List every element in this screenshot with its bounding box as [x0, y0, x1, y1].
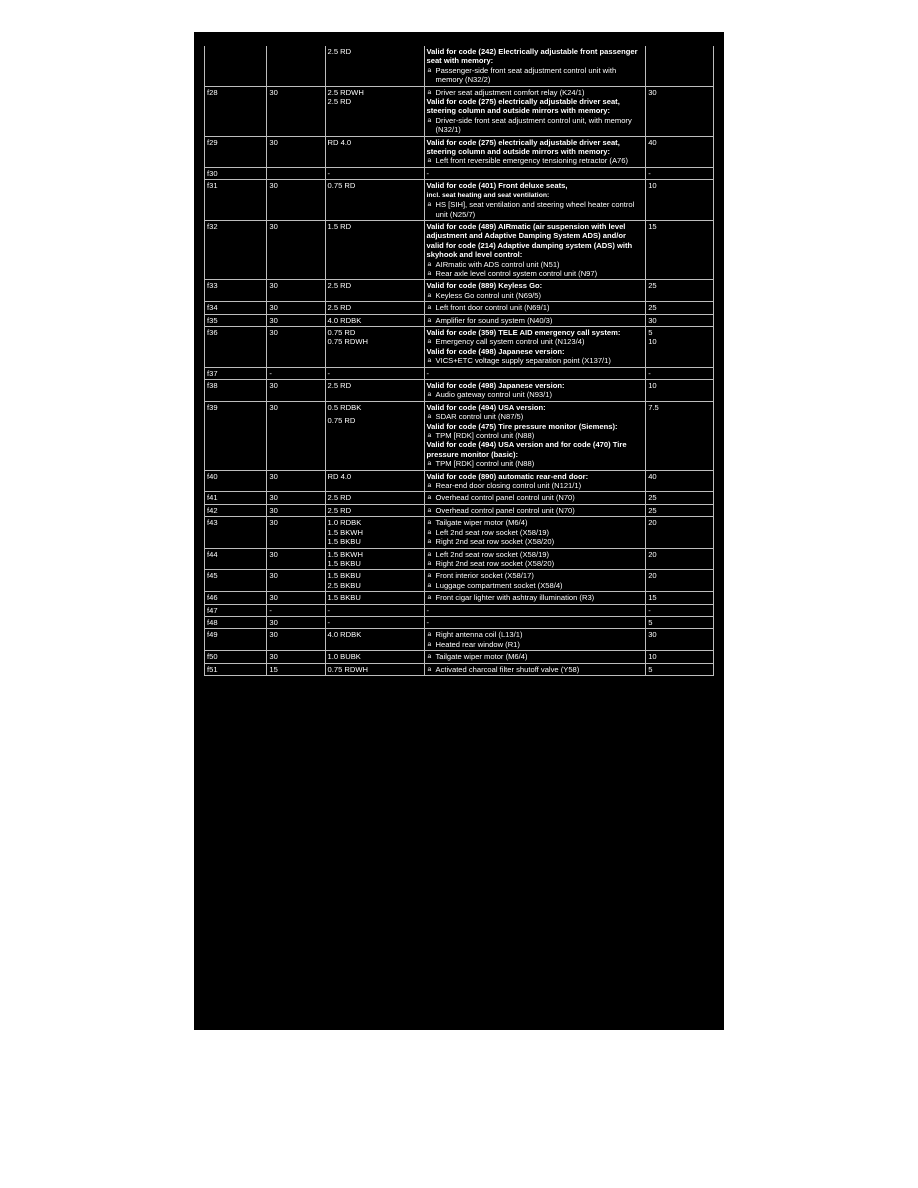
- table-row: [205, 651, 714, 663]
- consumer-item: a Left front reversible emergency tensioning retractor (A76): [427, 156, 644, 165]
- terminal: 30: [267, 504, 325, 516]
- consumer-item: a SDAR control unit (N87/5): [427, 412, 644, 421]
- amperage: 10: [648, 337, 657, 347]
- amperage-cell: [646, 46, 714, 86]
- wire-cell: [325, 46, 424, 86]
- consumer-text: -: [426, 368, 430, 378]
- wire-cell: [325, 492, 424, 504]
- consumer-cell: [424, 492, 646, 504]
- amperage: 25: [648, 493, 657, 503]
- code-condition: Valid for code (494) USA version:: [426, 402, 546, 412]
- wire-cell: [325, 570, 424, 592]
- table-row: [205, 180, 714, 221]
- consumer-cell: [424, 663, 646, 675]
- fuse-number: f48: [205, 616, 267, 628]
- wire-cell: [325, 401, 424, 470]
- code-condition: Valid for code (498) Japanese version:: [426, 346, 565, 356]
- consumer-item: a HS [SIH], seat ventilation and steering wheel heater control unit (N25/7): [427, 200, 644, 219]
- consumer-item: a Right 2nd seat row socket (X58/20): [427, 559, 644, 568]
- wire-cell: [325, 380, 424, 402]
- amperage: 10: [648, 181, 657, 191]
- amperage-cell: [646, 367, 714, 379]
- wire-spec: 2.5 RD: [327, 505, 352, 515]
- wire-spec: 2.5 RD: [327, 303, 352, 313]
- consumer-cell: [424, 629, 646, 651]
- amperage: -: [648, 605, 651, 615]
- wire-spec: 1.5 BKBU: [327, 571, 361, 581]
- terminal: 30: [267, 592, 325, 604]
- wire-spec: 0.5 RDBK: [327, 402, 362, 412]
- fuse-number: f38: [205, 380, 267, 402]
- amperage: 30: [648, 630, 657, 640]
- terminal: 30: [267, 86, 325, 136]
- wire-cell: [325, 326, 424, 367]
- wire-cell: [325, 504, 424, 516]
- terminal: 30: [267, 314, 325, 326]
- table-row: [205, 220, 714, 279]
- amperage: 20: [648, 549, 657, 559]
- wire-cell: [325, 302, 424, 314]
- wire-spec: 2.5 RD: [327, 493, 352, 503]
- consumer-item: a Audio gateway control unit (N93/1): [427, 390, 644, 399]
- table-row: [205, 401, 714, 470]
- consumer-cell: [424, 220, 646, 279]
- amperage: 7.5: [648, 402, 659, 412]
- code-condition: Valid for code (489) AIRmatic (air suspension with level adjustment and Adaptive Damping System ADS) and/or valid for code (214) Adaptive damping system (ADS) with skyhook and level control:: [426, 221, 633, 260]
- wire-spec: 0.75 RD: [327, 181, 356, 191]
- wire-spec: -: [327, 168, 331, 178]
- fuse-number: f37: [205, 367, 267, 379]
- wire-spec: 0.75 RDWH: [327, 664, 369, 674]
- consumer-cell: [424, 86, 646, 136]
- consumer-item: a Overhead control panel control unit (N70): [427, 506, 644, 515]
- terminal: 30: [267, 548, 325, 570]
- amperage: -: [648, 368, 651, 378]
- consumer-cell: [424, 326, 646, 367]
- wire-spec: 2.5 RD: [327, 47, 352, 56]
- wire-spec: 2.5 RD: [327, 381, 352, 390]
- consumer-item: a Tailgate wiper motor (M6/4): [427, 518, 644, 527]
- consumer-cell: [424, 46, 646, 86]
- code-condition: Valid for code (889) Keyless Go:: [426, 281, 543, 291]
- code-condition: Valid for code (242) Electrically adjustable front passenger seat with memory:: [426, 47, 638, 66]
- table-row: [205, 470, 714, 492]
- wire-cell: [325, 86, 424, 136]
- amperage-cell: [646, 504, 714, 516]
- table-row: [205, 302, 714, 314]
- wire-cell: [325, 314, 424, 326]
- fuse-number: f33: [205, 280, 267, 302]
- amperage-cell: [646, 651, 714, 663]
- terminal: 30: [267, 616, 325, 628]
- consumer-text: -: [426, 605, 430, 615]
- consumer-item: a Left 2nd seat row socket (X58/19): [427, 528, 644, 537]
- terminal: 30: [267, 401, 325, 470]
- terminal: -: [267, 367, 325, 379]
- consumer-item: a Emergency call system control unit (N123/4): [427, 337, 644, 346]
- amperage-cell: [646, 492, 714, 504]
- wire-cell: [325, 470, 424, 492]
- amperage: 5: [648, 617, 653, 627]
- fuse-number: f47: [205, 604, 267, 616]
- terminal: 30: [267, 280, 325, 302]
- wire-cell: [325, 167, 424, 179]
- amperage: 15: [648, 221, 657, 231]
- consumer-cell: [424, 616, 646, 628]
- fuse-number: f43: [205, 517, 267, 548]
- fuse-number: f28: [205, 86, 267, 136]
- amperage: 5: [648, 664, 653, 674]
- wire-cell: [325, 616, 424, 628]
- consumer-cell: [424, 136, 646, 167]
- wire-cell: [325, 517, 424, 548]
- consumer-item: a Rear-end door closing control unit (N121/1): [427, 481, 644, 490]
- code-condition: Valid for code (475) Tire pressure monitor (Siemens):: [426, 421, 618, 431]
- amperage-cell: [646, 616, 714, 628]
- table-row: [205, 504, 714, 516]
- fuse-number: f34: [205, 302, 267, 314]
- terminal: 30: [267, 220, 325, 279]
- amperage-cell: [646, 663, 714, 675]
- table-row: [205, 548, 714, 570]
- wire-spec: 2.5 RD: [327, 281, 352, 291]
- wire-cell: [325, 663, 424, 675]
- terminal: 30: [267, 629, 325, 651]
- code-condition: Valid for code (498) Japanese version:: [426, 381, 565, 390]
- consumer-item: a TPM [RDK] control unit (N88): [427, 431, 644, 440]
- terminal: -: [267, 604, 325, 616]
- wire-spec: 1.5 BKBU: [327, 537, 361, 547]
- code-condition: Valid for code (401) Front deluxe seats,: [426, 181, 568, 191]
- wire-spec: 0.75 RDWH: [327, 337, 369, 347]
- amperage: 15: [648, 593, 657, 603]
- wire-spec: 1.0 BUBK: [327, 652, 361, 662]
- consumer-cell: [424, 504, 646, 516]
- amperage-cell: [646, 180, 714, 221]
- wire-spec: 0.75 RD: [327, 416, 356, 426]
- wire-spec: 1.0 RDBK: [327, 518, 362, 528]
- table-row: [205, 517, 714, 548]
- consumer-cell: [424, 651, 646, 663]
- consumer-cell: [424, 167, 646, 179]
- code-condition: Valid for code (890) automatic rear-end door:: [426, 471, 589, 481]
- wire-cell: [325, 367, 424, 379]
- amperage-cell: [646, 86, 714, 136]
- wire-spec: RD 4.0: [327, 137, 352, 147]
- terminal: 30: [267, 492, 325, 504]
- table-row: [205, 380, 714, 402]
- fuse-number: f30: [205, 167, 267, 179]
- wire-spec: 4.0 RDBK: [327, 315, 362, 325]
- terminal: 30: [267, 570, 325, 592]
- amperage-cell: [646, 570, 714, 592]
- fuse-number: [205, 46, 267, 86]
- table-row: [205, 314, 714, 326]
- wire-cell: [325, 604, 424, 616]
- amperage-cell: [646, 314, 714, 326]
- fuse-number: f44: [205, 548, 267, 570]
- fuse-number: f31: [205, 180, 267, 221]
- terminal: 30: [267, 180, 325, 221]
- wire-spec: 1.5 RD: [327, 221, 352, 231]
- amperage-cell: [646, 136, 714, 167]
- consumer-cell: [424, 380, 646, 402]
- consumer-cell: [424, 470, 646, 492]
- fuse-number: f42: [205, 504, 267, 516]
- code-condition-sub: incl. seat heating and seat ventilation:: [426, 191, 550, 199]
- amperage: -: [648, 168, 651, 178]
- terminal: 30: [267, 651, 325, 663]
- fuse-number: f51: [205, 663, 267, 675]
- amperage: 10: [648, 652, 657, 662]
- wire-spec: -: [327, 617, 331, 627]
- table-row: [205, 492, 714, 504]
- amperage-cell: [646, 280, 714, 302]
- amperage: 40: [648, 137, 657, 147]
- consumer-cell: [424, 570, 646, 592]
- wire-cell: [325, 220, 424, 279]
- amperage-cell: [646, 592, 714, 604]
- consumer-text: -: [426, 617, 430, 627]
- terminal: 30: [267, 136, 325, 167]
- fuse-number: f40: [205, 470, 267, 492]
- amperage-cell: [646, 167, 714, 179]
- wire-spec: 1.5 BKWH: [327, 527, 363, 537]
- consumer-item: a Right 2nd seat row socket (X58/20): [427, 537, 644, 546]
- amperage-cell: [646, 548, 714, 570]
- amperage: 20: [648, 571, 657, 581]
- consumer-item: a Front interior socket (X58/17): [427, 571, 644, 580]
- consumer-item: a AIRmatic with ADS control unit (N51): [427, 260, 644, 269]
- consumer-item: a Activated charcoal filter shutoff valve (Y58): [427, 665, 644, 674]
- code-condition: Valid for code (275) electrically adjustable driver seat, steering column and outside mirrors with memory:: [426, 97, 620, 116]
- fuse-number: f39: [205, 401, 267, 470]
- wire-spec: 1.5 BKWH: [327, 549, 363, 559]
- amperage-cell: [646, 470, 714, 492]
- amperage: 5: [648, 327, 653, 337]
- wire-cell: [325, 180, 424, 221]
- fuse-table: [204, 46, 714, 676]
- amperage-cell: [646, 401, 714, 470]
- consumer-item: a Driver-side front seat adjustment control unit, with memory (N32/1): [427, 116, 644, 135]
- consumer-item: a Keyless Go control unit (N69/5): [427, 291, 644, 300]
- amperage: 25: [648, 281, 657, 291]
- wire-spec: 2.5 RD: [327, 97, 352, 107]
- amperage: 30: [648, 87, 657, 97]
- amperage-cell: [646, 604, 714, 616]
- consumer-item: a Amplifier for sound system (N40/3): [427, 316, 644, 325]
- amperage-cell: [646, 517, 714, 548]
- wire-cell: [325, 548, 424, 570]
- amperage: 40: [648, 471, 657, 481]
- fuse-number: f41: [205, 492, 267, 504]
- fuse-number: f50: [205, 651, 267, 663]
- consumer-cell: [424, 280, 646, 302]
- wire-spec: 4.0 RDBK: [327, 630, 362, 640]
- terminal: 30: [267, 470, 325, 492]
- wire-spec: 1.5 BKBU: [327, 558, 361, 568]
- wire-cell: [325, 629, 424, 651]
- amperage: 20: [648, 518, 657, 528]
- wire-spec: -: [327, 368, 331, 378]
- consumer-item: a Left front door control unit (N69/1): [427, 303, 644, 312]
- wire-spec: 1.5 BKBU: [327, 593, 361, 603]
- terminal: [267, 46, 325, 86]
- consumer-cell: [424, 367, 646, 379]
- terminal: 30: [267, 326, 325, 367]
- fuse-number: f36: [205, 326, 267, 367]
- consumer-item: a Left 2nd seat row socket (X58/19): [427, 550, 644, 559]
- table-row: [205, 167, 714, 179]
- fuse-number: f46: [205, 592, 267, 604]
- consumer-item: a VICS+ETC voltage supply separation point (X137/1): [427, 356, 644, 365]
- consumer-cell: [424, 592, 646, 604]
- terminal: 30: [267, 380, 325, 402]
- table-row: [205, 629, 714, 651]
- terminal: 30: [267, 517, 325, 548]
- consumer-item: a Luggage compartment socket (X58/4): [427, 581, 644, 590]
- code-condition: Valid for code (359) TELE AID emergency call system:: [426, 327, 621, 337]
- amperage-cell: [646, 302, 714, 314]
- table-row: [205, 136, 714, 167]
- amperage-cell: [646, 220, 714, 279]
- wire-spec: 2.5 BKBU: [327, 580, 361, 590]
- amperage-cell: [646, 629, 714, 651]
- table-row: [205, 663, 714, 675]
- fuse-number: f49: [205, 629, 267, 651]
- consumer-item: a Overhead control panel control unit (N70): [427, 493, 644, 502]
- terminal: 30: [267, 302, 325, 314]
- consumer-cell: [424, 517, 646, 548]
- wire-cell: [325, 136, 424, 167]
- consumer-cell: [424, 180, 646, 221]
- code-condition: Valid for code (275) electrically adjustable driver seat, steering column and outside mirrors with memory:: [426, 137, 620, 157]
- wire-spec: -: [327, 605, 331, 615]
- fuse-number: f35: [205, 314, 267, 326]
- consumer-item: a Rear axle level control system control unit (N97): [427, 269, 644, 278]
- consumer-item: a Front cigar lighter with ashtray illumination (R3): [427, 593, 644, 602]
- wire-cell: [325, 280, 424, 302]
- consumer-item: a Passenger-side front seat adjustment control unit with memory (N32/2): [427, 66, 644, 85]
- fuse-number: f45: [205, 570, 267, 592]
- consumer-cell: [424, 302, 646, 314]
- terminal: [267, 167, 325, 179]
- table-row: [205, 592, 714, 604]
- wire-spec: RD 4.0: [327, 471, 352, 481]
- amperage: 25: [648, 303, 657, 313]
- table-row: [205, 570, 714, 592]
- wire-cell: [325, 651, 424, 663]
- fuse-number: f29: [205, 136, 267, 167]
- amperage: 10: [648, 381, 657, 390]
- consumer-item: a Right antenna coil (L13/1): [427, 630, 644, 639]
- table-row: [205, 616, 714, 628]
- terminal: 15: [267, 663, 325, 675]
- consumer-cell: [424, 604, 646, 616]
- consumer-item: a Driver seat adjustment comfort relay (K24/1): [427, 88, 644, 97]
- table-row: [205, 367, 714, 379]
- fuse-number: f32: [205, 220, 267, 279]
- consumer-item: a Tailgate wiper motor (M6/4): [427, 652, 644, 661]
- document-page: [194, 32, 724, 1030]
- wire-cell: [325, 592, 424, 604]
- table-row: [205, 326, 714, 367]
- table-row: [205, 86, 714, 136]
- code-condition: Valid for code (494) USA version and for code (470) Tire pressure monitor (basic):: [426, 440, 627, 459]
- amperage-cell: [646, 380, 714, 402]
- wire-spec: 0.75 RD: [327, 327, 356, 337]
- consumer-text: -: [426, 168, 430, 178]
- wire-spec: 2.5 RDWH: [327, 87, 364, 97]
- consumer-item: a TPM [RDK] control unit (N88): [427, 459, 644, 468]
- table-row: [205, 280, 714, 302]
- table-row: [205, 604, 714, 616]
- consumer-cell: [424, 314, 646, 326]
- amperage-cell: [646, 326, 714, 367]
- consumer-item: a Heated rear window (R1): [427, 640, 644, 649]
- amperage: 25: [648, 505, 657, 515]
- amperage: 30: [648, 315, 657, 325]
- consumer-cell: [424, 401, 646, 470]
- consumer-cell: [424, 548, 646, 570]
- table-row: [205, 46, 714, 86]
